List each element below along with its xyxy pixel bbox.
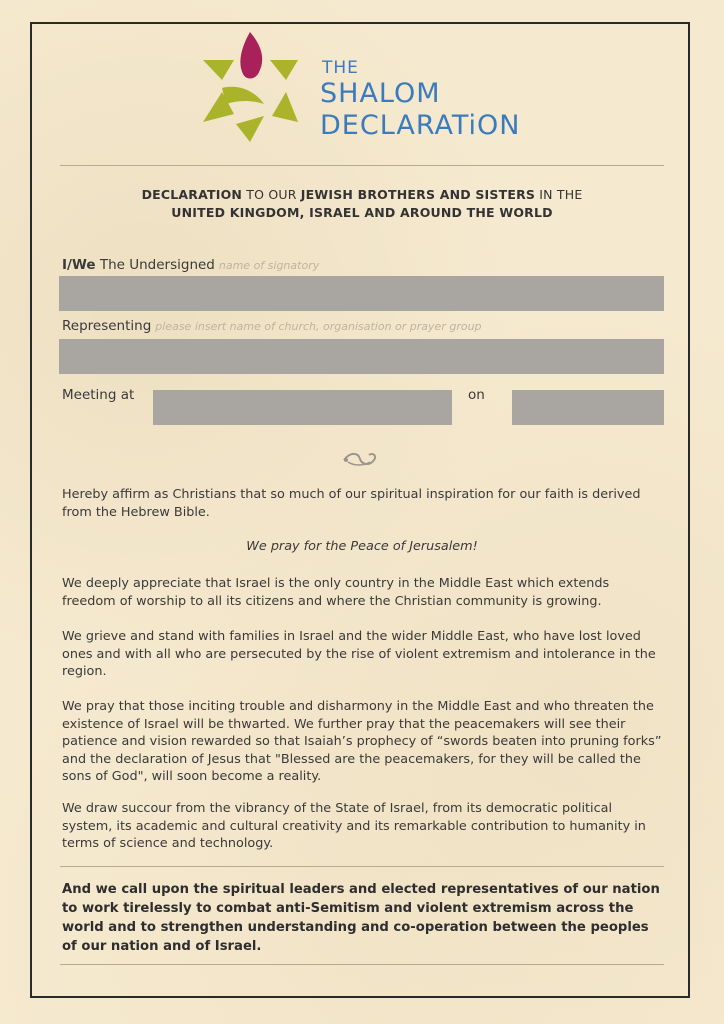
- logo-line-declaration: DECLARATiON: [320, 110, 521, 141]
- prayer-line: We pray for the Peace of Jerusalem!: [246, 539, 478, 554]
- declaration-heading: [60, 186, 664, 222]
- representing-hint: please insert name of church, organisation or prayer group: [155, 320, 482, 333]
- divider: [60, 165, 664, 166]
- signatory-label-text: The Undersigned: [95, 257, 215, 273]
- signatory-label-bold: I/We: [62, 257, 96, 273]
- paragraph-succour: We draw succour from the vibrancy of the State of Israel, from its democratic political system, its academic and cultural creativity and its remarkable contribution to humanity in terms of science and technology.: [62, 801, 646, 851]
- meeting-label: Meeting at: [62, 387, 135, 403]
- heading-bold-a: DECLARATION: [141, 187, 243, 202]
- shalom-logo: [200, 30, 530, 150]
- logo-wordmark: [320, 58, 521, 142]
- paragraph-peacemakers: We pray that those inciting trouble and disharmony in the Middle East and who threaten the existence of Israel will be thwarted. We further pray that the peacemakers will see their patience and vision rewarded so that Isaiah’s prophecy of “swords beaten into pruning forks” and the declaration of Jesus that "Blessed are the peacemakers, for they will be called the sons of God", will soon become a reality.: [62, 699, 662, 784]
- meeting-input[interactable]: [153, 390, 452, 425]
- logo-line-the: THE: [322, 58, 359, 78]
- flourish-ornament-icon: [340, 448, 384, 470]
- paragraph-grieve: We grieve and stand with families in Israel and the wider Middle East, who have lost loved ones and with all who are persecuted by the rise of violent extremism and intolerance in the region.: [62, 629, 656, 679]
- date-label: on: [468, 387, 485, 403]
- heading-plain-b: IN THE: [535, 187, 583, 202]
- divider: [60, 964, 664, 965]
- representing-label-text: Representing: [62, 318, 152, 334]
- heading-bold-b: JEWISH BROTHERS AND SISTERS: [300, 187, 536, 202]
- representing-label: [62, 318, 482, 334]
- divider: [60, 866, 664, 867]
- signatory-label: [62, 257, 319, 273]
- logo-line-shalom: SHALOM: [320, 78, 441, 109]
- date-input[interactable]: [512, 390, 664, 425]
- signatory-input[interactable]: [59, 276, 664, 311]
- call-to-action: And we call upon the spiritual leaders and elected representatives of our nation to work tirelessly to combat anti-Semitism and violent extremism across the world and to strengthen understanding and co-operation between the peoples of our nation and of Israel.: [62, 882, 660, 954]
- star-dove-icon: [200, 30, 310, 150]
- signatory-hint: name of signatory: [218, 259, 320, 272]
- heading-line-2: UNITED KINGDOM, ISRAEL AND AROUND THE WORLD: [171, 205, 553, 220]
- affirm-paragraph: Hereby affirm as Christians that so much of our spiritual inspiration for our faith is derived from the Hebrew Bible.: [62, 487, 641, 520]
- heading-plain-a: TO OUR: [242, 187, 301, 202]
- representing-input[interactable]: [59, 339, 664, 374]
- paragraph-worship: We deeply appreciate that Israel is the only country in the Middle East which extends freedom of worship to all its citizens and where the Christian community is growing.: [62, 576, 610, 609]
